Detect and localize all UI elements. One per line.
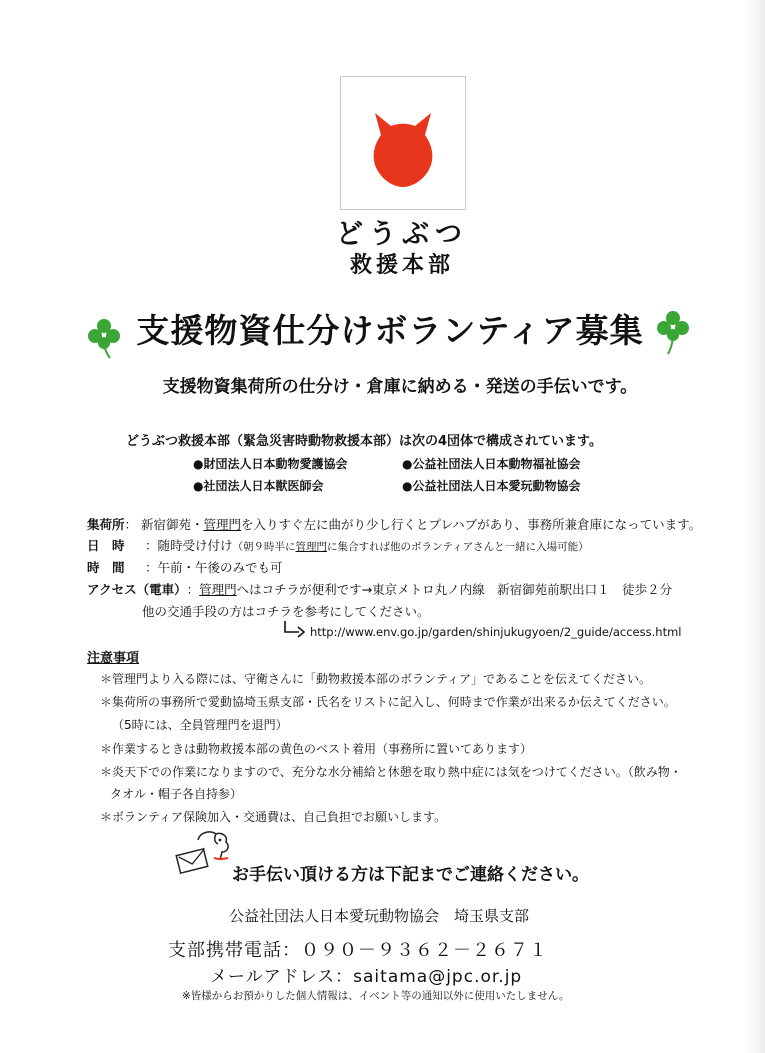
date-note-gate: 管理門: [295, 541, 328, 553]
date-text: ：随時受け付け: [145, 538, 233, 553]
contact-email: メールアドレス：saitama@jpc.or.jp: [210, 967, 523, 987]
note-item-4: ＊炎天下での作業になりますので、充分な水分補給と休憩を取り熱中症には気をつけてください。（飲み物・: [100, 765, 682, 779]
date-note-a: （朝９時半に: [232, 541, 296, 553]
member-org-1: ●財団法人日本動物愛護協会: [193, 457, 348, 471]
location-label: 集荷所: [87, 517, 125, 532]
location-gate: 管理門: [203, 517, 242, 532]
date-row: [87, 536, 589, 554]
location-text-b: を入りすぐ左に曲がり少し行くとプレハブがあり、事務所兼倉庫になっています。: [241, 517, 702, 532]
note-item-2-sub: （5時には、全員管理門を退門）: [112, 718, 288, 732]
privacy-notice: ※皆様からお預かりした個人情報は、イベント等の通知以外に使用いたしません。: [182, 990, 570, 1002]
page-edge-shadow: [743, 0, 765, 1053]
access-other: 他の交通手段の方はコチラを参考にしてください。: [142, 604, 430, 619]
contact-prompt: お手伝い頂ける方は下記までご連絡ください。: [232, 865, 589, 885]
date-label: 日 時: [87, 538, 125, 553]
cat-head-logo-icon: [341, 77, 465, 209]
location-row: [87, 515, 701, 533]
logo-text-line1: どうぶつ: [336, 219, 468, 250]
time-row: [87, 558, 283, 576]
time-label: 時 間: [87, 560, 125, 575]
logo-frame: [340, 76, 466, 210]
note-item-4-sub: タオル・帽子各自持参）: [110, 787, 243, 801]
access-text-b: へはコチラが便利です→東京メトロ丸ノ内線 新宿御苑前駅出口１ 徒歩２分: [236, 582, 673, 597]
note-item-1: ＊管理門より入る際には、守衛さんに「動物救援本部のボランティア」であることを伝えてください。: [100, 672, 652, 686]
contact-org-name: 公益社団法人日本愛玩動物協会 埼玉県支部: [229, 907, 530, 925]
subtitle: 支援物資集荷所の仕分け・倉庫に納める・発送の手伝いです。: [162, 377, 638, 397]
note-item-5: ＊ボランティア保険加入・交通費は、自己負担でお願いします。: [100, 810, 447, 824]
time-text: ：午前・午後のみでも可: [145, 560, 283, 575]
access-url-link[interactable]: http://www.env.go.jp/garden/shinjukugyoen/2_guide/access.html: [310, 625, 682, 639]
turn-right-arrow-icon: [283, 620, 307, 638]
member-org-3: ●社団法人日本獣医師会: [193, 479, 324, 493]
logo-text-line2: 救援本部: [349, 253, 454, 278]
page-title: 支援物資仕分けボランティア募集: [136, 311, 644, 350]
access-label: アクセス（電車）: [87, 582, 187, 597]
date-note-b: に集合すれば他のボランティアさんと一緒に入場可能）: [327, 541, 589, 553]
contact-phone: 支部携帯電話：０９０－９３６２－２６７１: [168, 940, 548, 961]
location-text-a: ： 新宿御苑・: [124, 517, 204, 532]
clover-left-icon: [84, 315, 124, 359]
note-item-3: ＊作業するときは動物救援本部の黄色のベスト着用（事務所に置いてあります）: [100, 742, 533, 756]
access-text-a: ：: [186, 582, 200, 597]
member-org-4: ●公益社団法人日本愛玩動物協会: [402, 479, 581, 493]
notes-heading: 注意事項: [87, 651, 140, 666]
member-org-2: ●公益社団法人日本動物福祉協会: [402, 457, 581, 471]
dog-envelope-icon: [170, 828, 236, 878]
org-intro: どうぶつ救援本部（緊急災害時動物救援本部）は次の4団体で構成されています。: [126, 434, 603, 449]
access-row: [87, 580, 672, 598]
access-gate: 管理門: [199, 582, 237, 597]
note-item-2: ＊集荷所の事務所で愛動協埼玉県支部・氏名をリストに記入し、何時まで作業が出来るか伝えてください。: [100, 695, 676, 709]
